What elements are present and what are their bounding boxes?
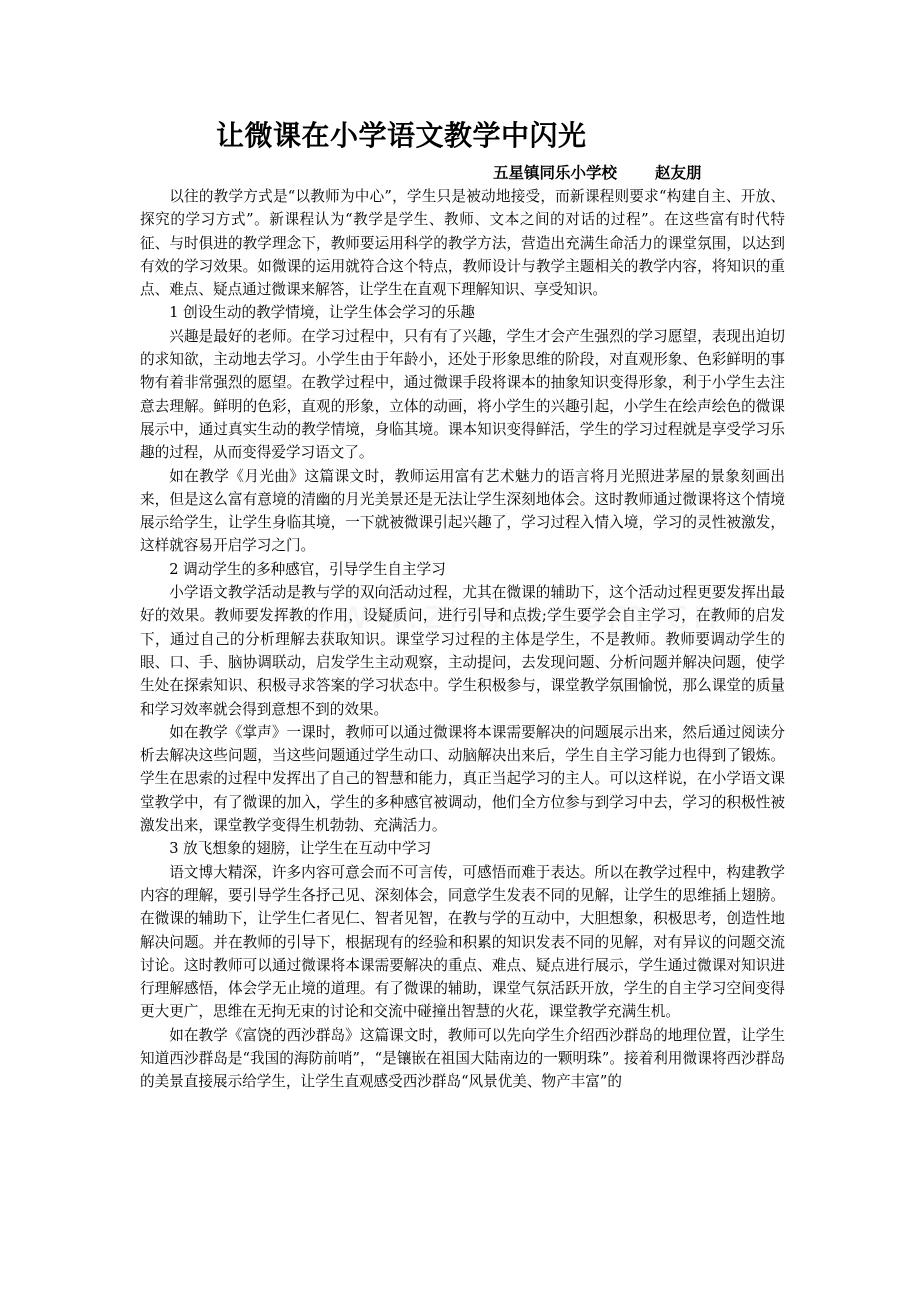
section-heading-3: 3 放飞想象的翅膀，让学生在互动中学习 <box>169 840 432 858</box>
example-paragraph: 如在教学《富饶的西沙群岛》这篇课文时，教师可以先向学生介绍西沙群岛的地理位置，让学生知道西沙群岛是“我国的海防前哨”，“是镶嵌在祖国大陆南边的一颗明珠”。接着利用微课将西沙群岛的美景直接展示给学生，让学生直观感受西沙群岛“风景优美、物产丰富”的 <box>140 1026 785 1091</box>
example-paragraph: 如在教学《月光曲》这篇课文时，教师运用富有艺术魅力的语言将月光照进茅屋的景象刻画出来，但是这么富有意境的清幽的月光美景还是无法让学生深刻地体会。这时教师通过微课将这个情境展示给学生，让学生身临其境，一下就被微课引起兴趣了，学习过程入情入境，学习的灵性被激发，这样就容易开启学习之门。 <box>140 467 785 555</box>
section-heading-2: 2 调动学生的多种感官，引导学生自主学习 <box>169 560 446 578</box>
body-paragraph: 小学语文教学活动是教与学的双向活动过程，尤其在微课的辅助下，这个活动过程更要发挥出最好的效果。教师要发挥教的作用，设疑质问，进行引导和点拨;学生要学会自主学习，在教师的启发下，通过自己的分析理解去获取知识。课堂学习过程的主体是学生，不是教师。教师要调动学生的眼、口、手、脑协调联动，启发学生主动观察，主动提问，去发现问题、分析问题并解决问题，使学生处在探索知识、积极寻求答案的学习状态中。学生积极参与，课堂教学氛围愉悦，那么课堂的质量和学习效率就会得到意想不到的效果。 <box>140 584 785 718</box>
section-heading-1: 1 创设生动的教学情境，让学生体会学习的乐趣 <box>169 304 475 322</box>
body-paragraph: 兴趣是最好的老师。在学习过程中，只有有了兴趣，学生才会产生强烈的学习愿望，表现出迫切的求知欲，主动地去学习。小学生由于年龄小，还处于形象思维的阶段，对直观形象、色彩鲜明的事物有着非常强烈的愿望。在教学过程中，通过微课手段将课本的抽象知识变得形象，利于小学生去注意去理解。鲜明的色彩，直观的形象，立体的动画，将小学生的兴趣引起，小学生在绘声绘色的微课展示中，通过真实生动的教学情境，身临其境。课本知识变得鲜活，学生的学习过程就是享受学习乐趣的过程，从而变得爱学习语文了。 <box>140 327 785 462</box>
intro-paragraph: 以往的教学方式是“以教师为中心”，学生只是被动地接受，而新课程则要求“构建自主、开放、探究的学习方式”。新课程认为“教学是学生、教师、文本之间的对话的过程”。在这些富有时代特征、与时俱进的教学理念下，教师要运用科学的教学方法，营造出充满生命活力的课堂氛围，以达到有效的学习效果。如微课的运用就符合这个特点，教师设计与教学主题相关的教学内容，将知识的重点、难点、疑点通过微课来解答，让学生在直观下理解知识、享受知识。 <box>140 188 785 299</box>
body-paragraph: 语文博大精深，许多内容可意会而不可言传，可感悟而难于表达。所以在教学过程中，构建教学内容的理解，要引导学生各抒己见、深刻体会，同意学生发表不同的见解，让学生的思维插上翅膀。在微课的辅助下，让学生仁者见仁、智者见智，在教与学的互动中，大胆想象，积极思考，创造性地解决问题。并在教师的引导下，根据现有的经验和积累的知识发表不同的见解，对有异议的问题交流讨论。这时教师可以通过微课将本课需要解决的重点、难点、疑点进行展示，学生通过微课对知识进行理解感悟，体会学无止境的道理。有了微课的辅助，课堂气氛活跃开放，学生的自主学习空间变得更大更广，思维在无拘无束的讨论和交流中碰撞出智慧的火花，课堂教学充满生机。 <box>140 863 785 1021</box>
author-name: 赵友朋 <box>655 164 702 182</box>
example-paragraph: 如在教学《掌声》一课时，教师可以通过微课将本课需要解决的问题展示出来，然后通过阅读分析去解决这些问题，当这些问题通过学生动口、动脑解决出来后，学生自主学习能力也得到了锻炼。学生在思索的过程中发挥出了自己的智慧和能力，真正当起学习的主人。可以这样说，在小学语文课堂教学中，有了微课的加入，学生的多种感官被调动，他们全方位参与到学习中去，学习的积极性被激发出来，课堂教学变得生机勃勃、充满活力。 <box>140 723 785 835</box>
document-title: 让微课在小学语文教学中闪光 <box>216 119 587 152</box>
document-body <box>140 185 785 1094</box>
byline <box>493 162 702 184</box>
school-name: 五星镇同乐小学校 <box>493 164 618 182</box>
